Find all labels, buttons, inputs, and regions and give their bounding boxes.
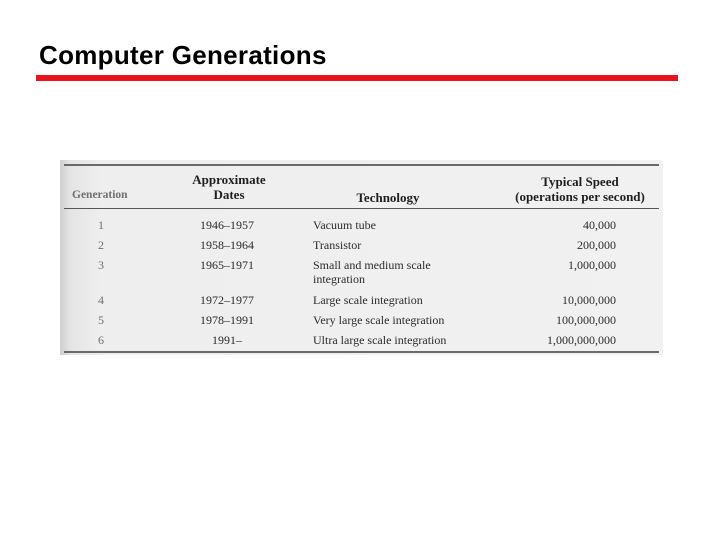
table-row <box>60 218 663 238</box>
cell-technology: Large scale integration <box>313 293 423 307</box>
cell-speed: 10,000,000 <box>562 293 616 307</box>
header-dates <box>184 172 274 202</box>
table-bottom-rule <box>64 351 659 353</box>
cell-technology: Very large scale integration <box>313 313 445 327</box>
cell-generation: 5 <box>98 313 104 327</box>
cell-dates: 1991– <box>212 333 242 347</box>
cell-technology: Vacuum tube <box>313 218 376 232</box>
table-top-rule <box>64 164 659 166</box>
header-technology: Technology <box>356 190 420 205</box>
header-speed-line1: Typical Speed <box>541 174 619 189</box>
slide-title: Computer Generations <box>39 40 327 70</box>
cell-dates: 1946–1957 <box>200 218 254 232</box>
cell-generation: 3 <box>98 258 104 272</box>
cell-technology: Transistor <box>313 238 362 252</box>
cell-generation: 4 <box>98 293 104 307</box>
header-dates-line1: Approximate <box>192 172 266 187</box>
cell-speed: 200,000 <box>577 238 616 252</box>
cell-technology: Ultra large scale integration <box>313 333 447 347</box>
table-row <box>60 238 663 258</box>
table-row <box>60 293 663 313</box>
header-speed-line2: (operations per second) <box>515 189 645 204</box>
cell-speed: 1,000,000,000 <box>547 333 616 347</box>
header-rule <box>64 208 659 209</box>
cell-speed: 40,000 <box>583 218 616 232</box>
header-dates-line2: Dates <box>213 187 245 202</box>
table-row <box>60 258 663 292</box>
cell-dates: 1958–1964 <box>200 238 254 252</box>
cell-dates: 1972–1977 <box>200 293 254 307</box>
header-generation: Generation <box>72 189 128 201</box>
cell-technology: Small and medium scale integration <box>313 258 431 286</box>
table-row <box>60 333 663 353</box>
cell-speed: 100,000,000 <box>556 313 616 327</box>
table-row <box>60 313 663 333</box>
title-underline <box>36 75 678 81</box>
cell-dates: 1965–1971 <box>200 258 254 272</box>
cell-speed: 1,000,000 <box>568 258 616 272</box>
generations-table-image <box>60 160 663 355</box>
cell-generation: 6 <box>98 333 104 347</box>
header-speed <box>508 174 652 204</box>
cell-generation: 1 <box>98 218 104 232</box>
cell-dates: 1978–1991 <box>200 313 254 327</box>
cell-generation: 2 <box>98 238 104 252</box>
